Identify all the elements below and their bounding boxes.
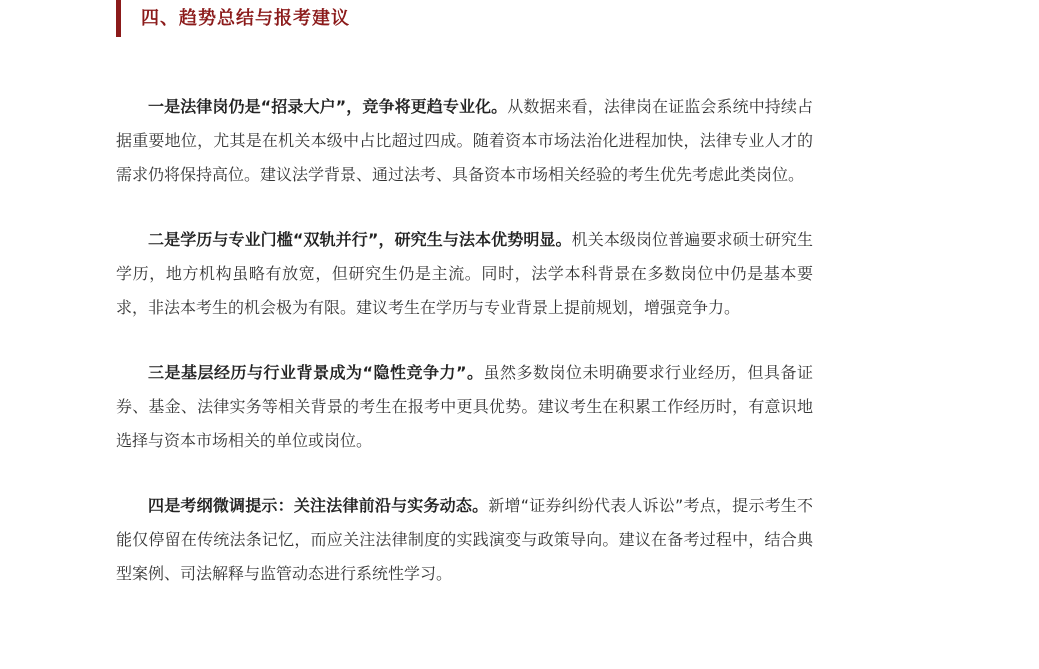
article-body: [116, 90, 813, 622]
paragraph-lead: 一是法律岗仍是“招录大户”，竞争将更趋专业化。: [148, 97, 508, 116]
paragraph-2: [116, 223, 813, 325]
paragraph-text: 虽然多数岗位未明确要求行业经历，但具备证券、基金、法律实务等相关背景的考生在报考中更具优势。建议考生在积累工作经历时，有意识地选择与资本市场相关的单位或岗位。: [116, 363, 813, 450]
section-accent-bar: [116, 0, 121, 37]
section-title: 四、趋势总结与报考建议: [141, 8, 350, 29]
paragraph-lead: 四是考纲微调提示：关注法律前沿与实务动态。: [148, 496, 489, 515]
paragraph-text: 新增“证券纠纷代表人诉讼”考点，提示考生不能仅停留在传统法条记忆，而应关注法律制度的实践演变与政策导向。建议在备考过程中，结合典型案例、司法解释与监管动态进行系统性学习。: [116, 496, 813, 583]
section-header: [116, 0, 350, 37]
paragraph-text: 机关本级岗位普遍要求硕士研究生学历，地方机构虽略有放宽，但研究生仍是主流。同时，法学本科背景在多数岗位中仍是基本要求，非法本考生的机会极为有限。建议考生在学历与专业背景上提前规划，增强竞争力。: [116, 230, 813, 317]
paragraph-lead: 二是学历与专业门槛“双轨并行”，研究生与法本优势明显。: [148, 230, 572, 249]
paragraph-3: [116, 356, 813, 458]
paragraph-4: [116, 489, 813, 591]
paragraph-text: 从数据来看，法律岗在证监会系统中持续占据重要地位，尤其是在机关本级中占比超过四成。随着资本市场法治化进程加快，法律专业人才的需求仍将保持高位。建议法学背景、通过法考、具备资本市场相关经验的考生优先考虑此类岗位。: [116, 97, 813, 184]
paragraph-lead: 三是基层经历与行业背景成为“隐性竞争力”。: [148, 363, 484, 382]
paragraph-1: [116, 90, 813, 192]
